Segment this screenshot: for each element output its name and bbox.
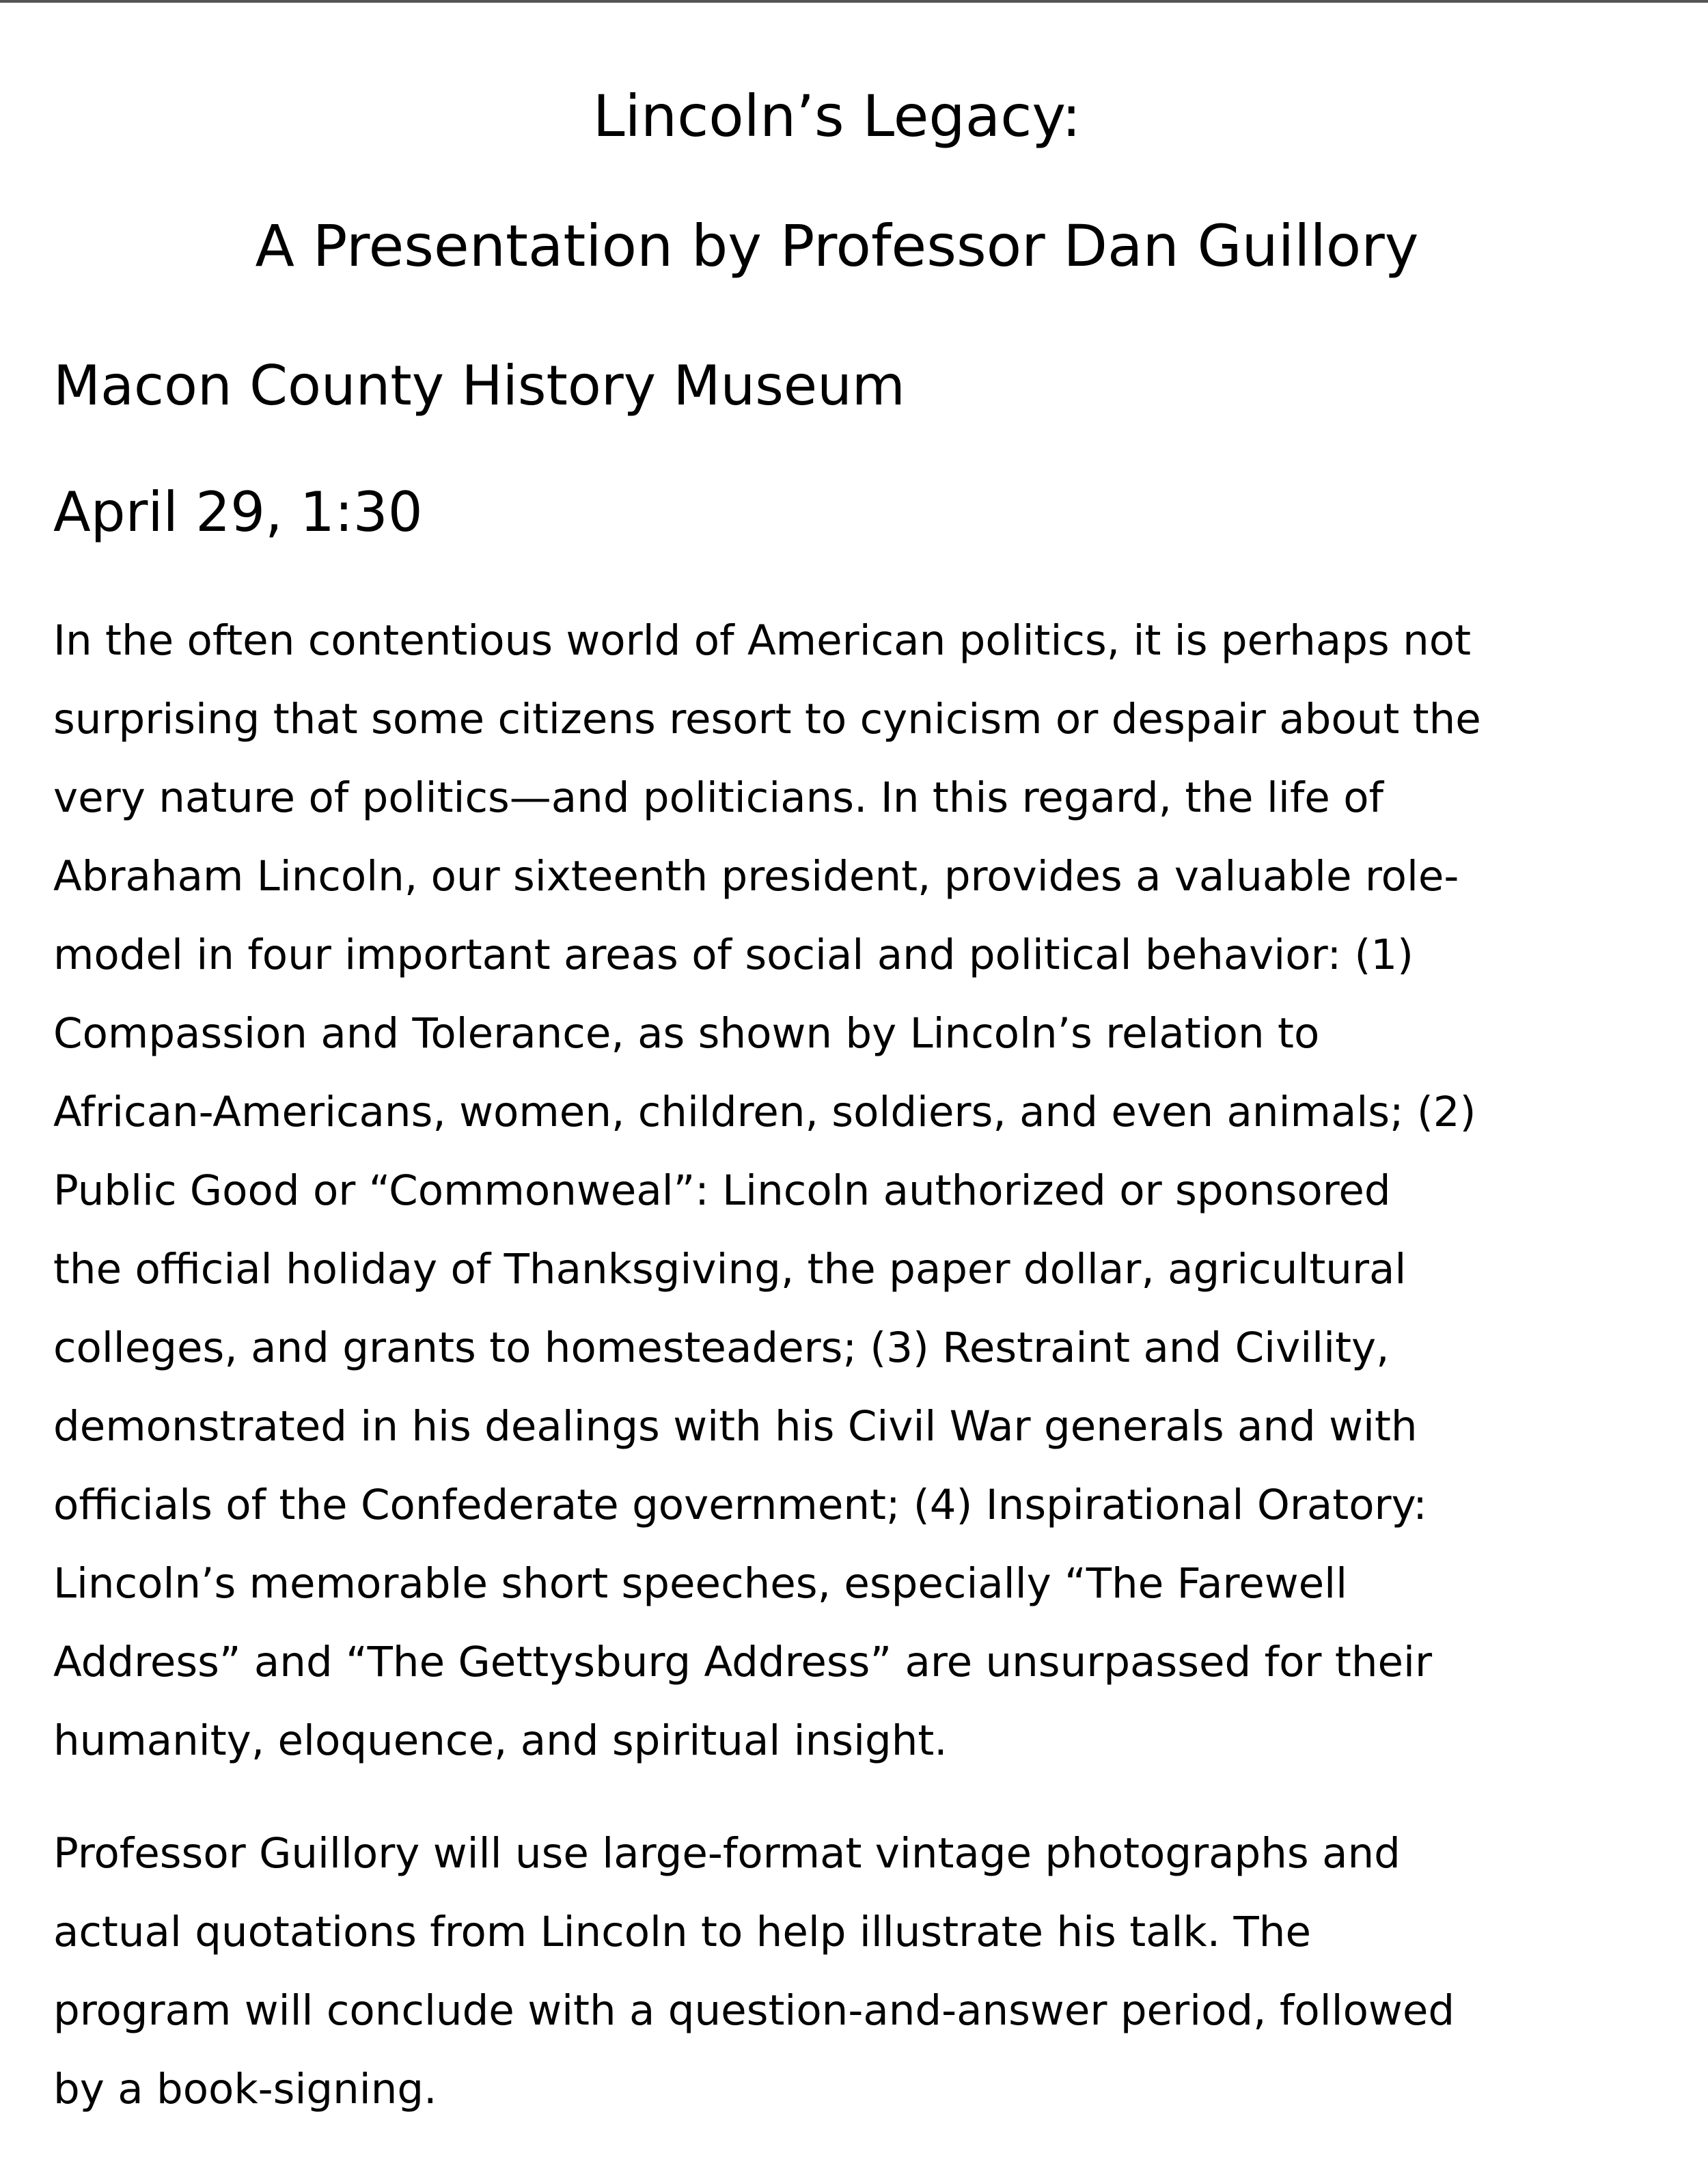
paragraph-line: model in four important areas of social and political behavior: (1) [53, 931, 1414, 979]
scan-top-edge [0, 0, 1708, 3]
paragraph-line: the official holiday of Thanksgiving, the paper dollar, agricultural [53, 1245, 1407, 1293]
paragraph-line: surprising that some citizens resort to cynicism or despair about the [53, 695, 1481, 743]
paragraph-line: program will conclude with a question-and-answer period, followed [53, 1986, 1455, 2035]
paragraph-line: Compassion and Tolerance, as shown by Lincoln’s relation to [53, 1009, 1320, 1058]
paragraph-line: Lincoln’s memorable short speeches, especially “The Farewell [53, 1559, 1348, 1608]
paragraph-description [53, 601, 1679, 1780]
paragraph-line: colleges, and grants to homesteaders; (3) Restraint and Civility, [53, 1324, 1390, 1372]
paragraph-line: Public Good or “Commonweal”: Lincoln authorized or sponsored [53, 1166, 1391, 1215]
paragraph-line: Address” and “The Gettysburg Address” are unsurpassed for their [53, 1638, 1433, 1686]
paragraph-line: demonstrated in his dealings with his Civil War generals and with [53, 1402, 1418, 1451]
title-line-2: A Presentation by Professor Dan Guillory [255, 213, 1419, 279]
paragraph-line: by a book-signing. [53, 2065, 437, 2113]
paragraph-line: Professor Guillory will use large-format vintage photographs and [53, 1829, 1401, 1878]
paragraph-line: officials of the Confederate government; (4) Inspirational Oratory: [53, 1481, 1427, 1529]
paragraph-line: humanity, eloquence, and spiritual insight. [53, 1716, 948, 1765]
paragraph-line: actual quotations from Lincoln to help illustrate his talk. The [53, 1908, 1311, 1956]
paragraph-program [53, 1814, 1679, 2128]
paragraph-line: African-Americans, women, children, soldiers, and even animals; (2) [53, 1088, 1476, 1136]
paragraph-line: In the often contentious world of American politics, it is perhaps not [53, 616, 1471, 665]
paragraph-line: very nature of politics—and politicians. In this regard, the life of [53, 773, 1384, 822]
venue: Macon County History Museum [53, 354, 905, 417]
event-date: April 29, 1:30 [53, 480, 423, 544]
title-line-1: Lincoln’s Legacy: [592, 83, 1082, 150]
paragraph-line: Abraham Lincoln, our sixteenth president, provides a valuable role- [53, 852, 1459, 901]
